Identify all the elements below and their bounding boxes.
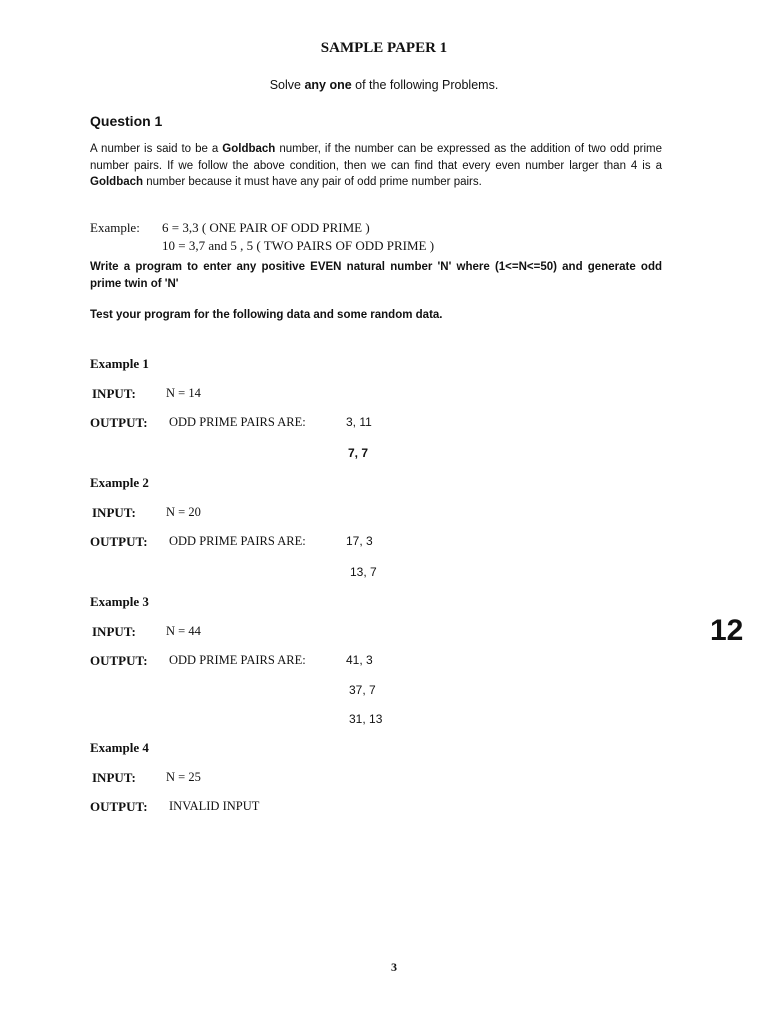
prime-pair: 7, 7 bbox=[348, 446, 369, 460]
input-value: N = 20 bbox=[166, 505, 201, 519]
input-value: N = 44 bbox=[166, 624, 201, 638]
output-text: INVALID INPUT bbox=[169, 799, 260, 813]
example-heading: Example 1 bbox=[90, 356, 149, 371]
question-paragraph bbox=[90, 141, 662, 191]
prime-pair: 3, 11 bbox=[346, 415, 372, 429]
program-instruction: Write a program to enter any positive EVEN natural number 'N' where (1<=N<=50) and generate odd prime twin of 'N' bbox=[90, 261, 662, 290]
question-heading: Question 1 bbox=[90, 113, 163, 129]
paragraph-text: number because it must have any pair of odd prime number pairs. bbox=[143, 176, 482, 188]
output-text: ODD PRIME PAIRS ARE: bbox=[169, 653, 306, 667]
paper-title: SAMPLE PAPER 1 bbox=[320, 40, 448, 56]
prime-pair: 37, 7 bbox=[349, 683, 376, 697]
output-label: OUTPUT: bbox=[90, 415, 148, 430]
test-instruction: Test your program for the following data and some random data. bbox=[90, 309, 443, 321]
paragraph-text: A number is said to be a bbox=[90, 143, 223, 155]
instruction-pre: Solve bbox=[269, 78, 305, 92]
example-heading: Example 3 bbox=[90, 594, 149, 609]
example-line-1: 6 = 3,3 ( ONE PAIR OF ODD PRIME ) bbox=[162, 220, 370, 235]
input-label: INPUT: bbox=[92, 770, 136, 785]
page-number: 3 bbox=[391, 960, 397, 974]
term-goldbach: Goldbach bbox=[222, 143, 276, 155]
output-label: OUTPUT: bbox=[90, 799, 148, 814]
output-text: ODD PRIME PAIRS ARE: bbox=[169, 415, 306, 429]
paragraph-text: number, if the number can be expressed as the addition of two odd prime number pairs. If we follow the above condition, then we can find that every even number larger than 4 is a bbox=[90, 143, 663, 172]
instruction-post: of the following Problems. bbox=[351, 78, 499, 92]
input-value: N = 14 bbox=[166, 386, 201, 400]
output-label: OUTPUT: bbox=[90, 534, 148, 549]
example-heading: Example 4 bbox=[90, 740, 149, 755]
term-goldbach: Goldbach bbox=[90, 176, 144, 188]
example-line-2: 10 = 3,7 and 5 , 5 ( TWO PAIRS OF ODD PRIME ) bbox=[162, 238, 435, 253]
output-text: ODD PRIME PAIRS ARE: bbox=[169, 534, 306, 548]
input-label: INPUT: bbox=[92, 505, 136, 520]
example-heading: Example 2 bbox=[90, 475, 149, 490]
example-label: Example: bbox=[90, 220, 140, 235]
marks-number: 12 bbox=[710, 614, 744, 647]
instruction-bold: any one bbox=[304, 78, 352, 92]
prime-pair: 13, 7 bbox=[350, 565, 377, 579]
prime-pair: 41, 3 bbox=[346, 653, 373, 667]
instruction-line bbox=[0, 78, 768, 92]
input-label: INPUT: bbox=[92, 386, 136, 401]
prime-pair: 31, 13 bbox=[349, 712, 383, 726]
output-label: OUTPUT: bbox=[90, 653, 148, 668]
prime-pair: 17, 3 bbox=[346, 534, 373, 548]
input-label: INPUT: bbox=[92, 624, 136, 639]
input-value: N = 25 bbox=[166, 770, 201, 784]
